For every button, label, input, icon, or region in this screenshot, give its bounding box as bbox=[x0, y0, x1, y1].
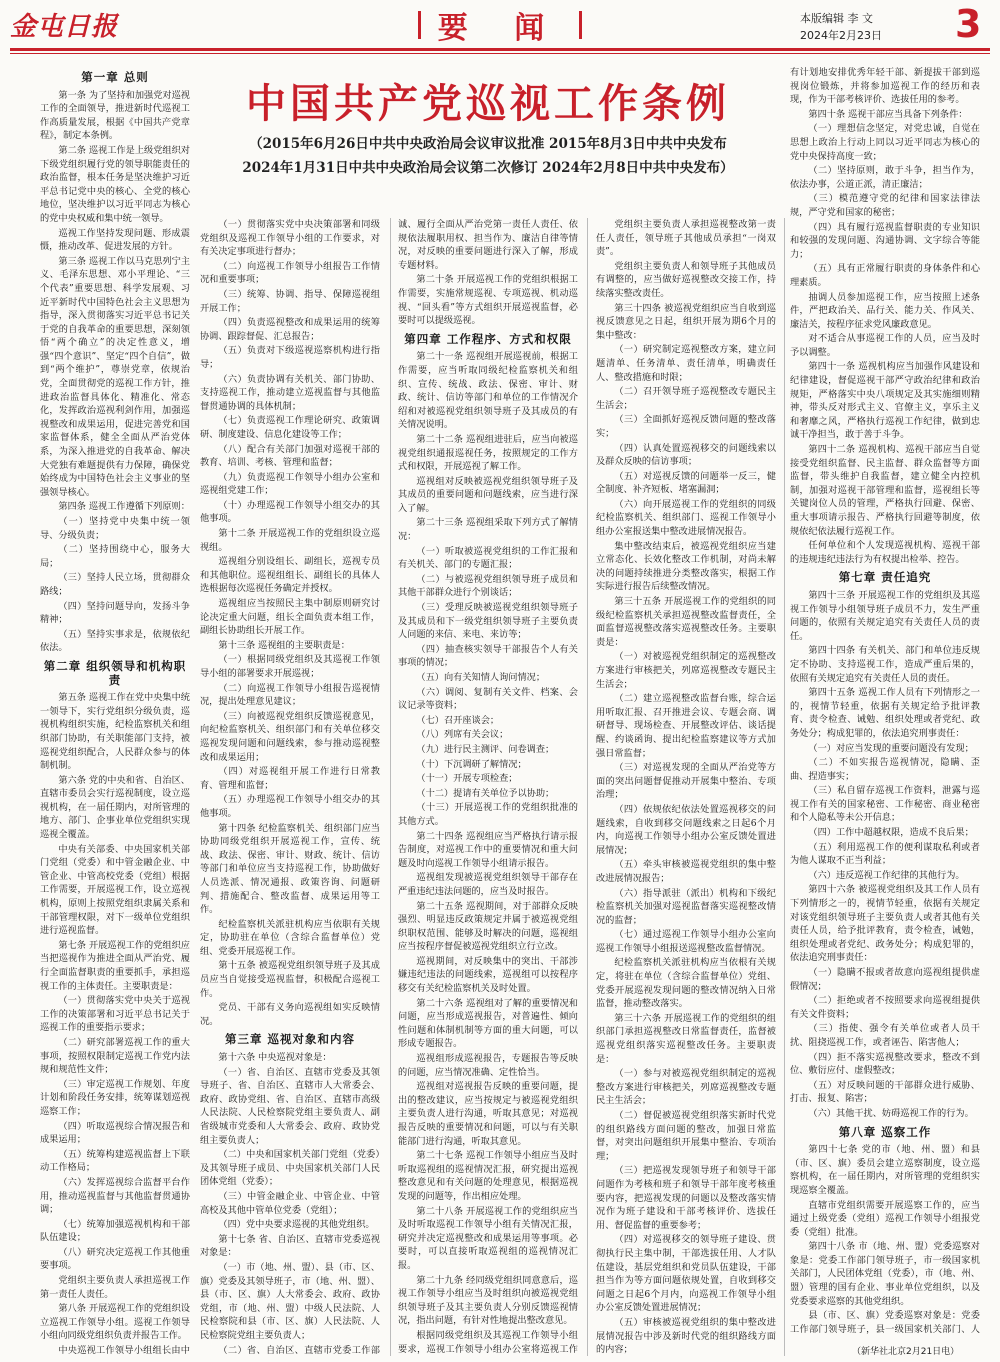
paragraph: 第四十六条 被巡视党组织及其工作人员有下列情形之一的，视情节轻重，依据有关规定对该党组织领导班子主要负责人或者其他有关责任人员，给予批评教育，责令检查，诫勉，组织处理或者党纪、政务处分；构成犯罪的，依法追究刑事责任： bbox=[790, 884, 980, 964]
paragraph: 第四十四条 有关机关、部门和单位违反规定不协助、支持巡视工作，造成严重后果的，依照有关规定追究有关责任人员的责任。 bbox=[790, 645, 980, 684]
paragraph: （八）列席有关会议； bbox=[416, 729, 509, 741]
paragraph: （七）统筹加强巡视机构和干部队伍建设； bbox=[40, 1218, 190, 1244]
paragraph: （七）负责巡视工作理论研究、政策调研、制度建设、信息化建设等工作； bbox=[200, 415, 380, 440]
paragraph: （四）对巡视组开展工作进行日常教育、管理和监督； bbox=[200, 766, 380, 791]
paragraph: （一）对被巡视党组织制定的巡视整改方案进行审核把关，列席巡视整改专题民主生活会； bbox=[596, 651, 776, 690]
paragraph: （三）审定巡视工作规划、年度计划和阶段任务安排，统筹谋划巡视巡察工作； bbox=[40, 1078, 190, 1117]
paragraph: （二）不如实报告巡视情况，隐瞒、歪曲、捏造事实； bbox=[790, 757, 980, 782]
section-bar-left bbox=[418, 11, 421, 39]
paragraph: 中央有关部委、中央国家机关部门党组（党委）和中管金融企业、中管企业、中管高校党委（党组）根据工作需要，开展巡视工作，设立巡视机构，原则上按照党组织隶属关系和干部管理权限，对下一级单位党组织进行巡视监督。 bbox=[40, 843, 190, 937]
paragraph: （一）贯彻落实党中央决策部署和同级党组织及巡视工作领导小组的工作要求，对有关决定事项进行督办； bbox=[200, 219, 380, 258]
chapter-heading: 第一章 总则 bbox=[81, 70, 149, 84]
paragraph: （五）坚持实事求是，依规依纪依法。 bbox=[40, 628, 190, 654]
paragraph: 中央巡视工作领导小组组长由中 bbox=[58, 1345, 190, 1356]
paragraph: （五）利用巡视工作的便利谋取私利或者为他人谋取不正当利益； bbox=[790, 841, 980, 867]
paragraph: （六）发挥巡视综合监督平台作用，推动巡视监督与其他监督贯通协调； bbox=[40, 1176, 190, 1216]
editor-line: 本版编辑 李 文 bbox=[800, 12, 873, 25]
paragraph: （一）省、自治区、直辖市党委及其领导班子、省、自治区、直辖市人大常委会、政府、政协党组、省、自治区、直辖市高级人民法院、人民检察院党组主要负责人、副省级城市党委和人大常委会、政府、政协党组主要负责人； bbox=[200, 1066, 380, 1146]
paragraph: （八）配合有关部门加强对巡视干部的教育、培训、考核、管理和监督； bbox=[200, 443, 380, 469]
paragraph: 第十七条 省、自治区、直辖市党委巡视对象是： bbox=[200, 1233, 380, 1259]
paragraph: 抽调人员参加巡视工作，应当按照上述条件，严把政治关、品行关、能力关、作风关、廉洁关，按程序征求党风廉政意见。 bbox=[790, 291, 980, 330]
paragraph: 巡视组分别设组长、副组长，巡视专员和其他职位。巡视组组长、副组长的具体人选根据每次巡视任务确定并授权。 bbox=[200, 556, 380, 595]
paragraph: 巡视组形成巡视报告，专题报告等反映的问题，应当情况准确、定性恰当。 bbox=[398, 1053, 578, 1078]
paragraph: 第十六条 中央巡视对象是： bbox=[218, 1052, 332, 1064]
paragraph: 第二十三条 巡视组采取下列方式了解情况： bbox=[398, 517, 578, 543]
paragraph: （二）省、自治区、直辖市党委工作部 bbox=[218, 1344, 380, 1356]
paragraph: 对不适合从事巡视工作的人员，应当及时予以调整。 bbox=[790, 333, 980, 358]
paragraph: 第二十二条 巡视组进驻后，应当向被巡视党组织通报巡视任务，按照规定的工作方式和权限，开展巡视了解工作。 bbox=[398, 433, 578, 473]
paragraph: 第十二条 开展巡视工作的党组织设立巡视组。 bbox=[200, 528, 380, 553]
paragraph: 第四十三条 开展巡视工作的党组织及其巡视工作领导小组领导班子成员不力，发生严重问题的，依照有关规定追究有关责任人员的责任。 bbox=[790, 589, 980, 642]
paragraph: 第四十五条 巡视工作人员有下列情形之一的，视情节轻重，依据有关规定给予批评教育、责令检查、诫勉、组织处理或者党纪、政务处分；构成犯罪的，依法追究刑事责任： bbox=[790, 687, 980, 739]
paragraph: （二）研究部署巡视工作的重大事项，按照权限制定巡视工作党内法规和规范性文件； bbox=[40, 1036, 190, 1076]
paragraph: （二）建立巡视整改监督台账，综合运用听取汇报、召开推进会议、专题会商、调研督导、现场检查、开展整改评估、谈话提醒、约谈函询、提出纪检监察建议等方式加强日常监督； bbox=[596, 693, 776, 759]
paragraph: 巡视工作坚持发现问题、形成震慑，推动改革、促进发展的方针。 bbox=[40, 227, 190, 253]
paragraph: （一）市（地、州、盟）、县（市、区、旗）党委及其领导班子，市（地、州、盟）、县（市、区、旗）人大常委会、政府、政协党组，市（地、州、盟）中级人民法院、人民检察院和县（市、区、旗）人民法院、人民检察院党组主要负责人； bbox=[200, 1261, 380, 1341]
paragraph: （六）指导派驻（派出）机构和下级纪检监察机关加强对巡视监督落实巡视整改情况的监督； bbox=[596, 887, 776, 926]
paragraph: （九）进行民主测评、问卷调查； bbox=[416, 743, 555, 755]
paragraph: 第三十六条 开展巡视工作的党组织的组织部门承担巡视整改日常监督责任，监督被巡视党组织落实巡视整改任务。主要职责是： bbox=[596, 1012, 776, 1065]
paragraph: （二）督促被巡视党组织落实新时代党的组织路线方面问题的整改，加强日常监督，对突出问题组织开展集中整治、专项治理； bbox=[596, 1110, 776, 1162]
paragraph: （五）具有正常履行职责的身体条件和心理素质。 bbox=[790, 263, 980, 288]
paragraph: （五）负责对下级巡视巡察机构进行指导； bbox=[200, 345, 380, 370]
paragraph: 有计划地安排优秀年轻干部、新提拔干部到巡视岗位锻炼，并将参加巡视工作的经历和表现，作为干部考核评价、选拔任用的参考。 bbox=[790, 67, 980, 106]
paragraph: 第四十二条 巡视机构、巡视干部应当自觉接受党组织监督、民主监督、群众监督等方面监督，带头维护自我监督，建立健全内控机制，加强对巡视干部管理和监督，巡视组长等关键岗位人员的管理，严格执行回避、保密、重大事项请示报告、严格执行回避等制度，依规依纪依法履行巡视工作。 bbox=[790, 444, 980, 537]
paragraph: （二）与被巡视党组织领导班子成员和其他干部群众进行个别谈话； bbox=[398, 573, 578, 599]
paragraph: 诚、履行全面从严治党第一责任人责任、依规依法履职用权、担当作为、廉洁自律等情况，对反映的重要问题进行深入了解，形成专题材料。 bbox=[398, 219, 578, 271]
paragraph: 第四十八条 市（地、州、盟）党委巡察对象是：党委工作部门领导班子，市一级国家机关部门，人民团体党组（党委），市（地、州、盟）管理的国有企业、事业单位党组织，以及党委要求巡察的其他党组织。 bbox=[790, 1241, 980, 1307]
paragraph: 第四十七条 党的市（地、州、盟）和县（市、区、旗）委员会建立巡察制度，设立巡察机构，在一届任期内，对所管理的党组织实现巡察全覆盖。 bbox=[790, 1144, 980, 1196]
paragraph: 巡视组应当按照民主集中制原则研究讨论决定重大问题，组长全面负责本组工作，副组长协助组长开展工作。 bbox=[200, 598, 380, 637]
text-column-3 bbox=[398, 218, 578, 1356]
paragraph: （三）坚持人民立场，贯彻群众路线； bbox=[40, 572, 190, 597]
paragraph: 第四条 巡视工作遵循下列原则： bbox=[58, 501, 190, 513]
text-column-4 bbox=[596, 218, 776, 1356]
paragraph: （一）隐瞒不报或者故意向巡视组提供虚假情况； bbox=[790, 967, 980, 992]
paragraph: （六）其他干扰、妨碍巡视工作的行为。 bbox=[808, 1107, 974, 1119]
newspaper-logo: 金屯日报 bbox=[10, 12, 119, 42]
column-divider bbox=[587, 218, 588, 1356]
paragraph: （四）具有履行巡视监督职责的专业知识和较强的发现问题、沟通协调、文字综合等能力； bbox=[790, 221, 980, 260]
paragraph: 第十五条 被巡视党组织领导班子及其成员应当自觉接受巡视监督，积极配合巡视工作。 bbox=[200, 960, 380, 999]
chapter-heading: 第二章 组织领导和机构职责 bbox=[43, 658, 187, 687]
paragraph: （十）下沉调研了解情况； bbox=[416, 758, 527, 770]
paragraph: （一）理想信念坚定，对党忠诚，自觉在思想上政治上行动上同以习近平同志为核心的党中央保持高度一致； bbox=[790, 123, 980, 162]
paragraph: （七）通过巡视工作领导小组办公室向巡视工作领导小组报送巡视整改监督情况。 bbox=[596, 929, 776, 954]
paragraph: （二）坚持围绕中心，服务大局； bbox=[40, 544, 190, 569]
section-bar-right bbox=[579, 11, 582, 39]
paragraph: 第二十四条 巡视组应当严格执行请示报告制度，对巡视工作中的重要情况和重大问题及时向巡视工作领导小组请示报告。 bbox=[398, 830, 578, 869]
paragraph: （三）全面抓好巡视反馈问题的整改落实； bbox=[596, 414, 776, 439]
paragraph: （十）办理巡视工作领导小组交办的其他事项。 bbox=[200, 499, 380, 525]
paragraph: （八）研究决定巡视工作其他重要事项。 bbox=[40, 1246, 190, 1272]
section-title: 要 闻 bbox=[437, 11, 563, 46]
paragraph: 第四十一条 巡视机构应当加强作风建设和纪律建设，督促巡视干部严守政治纪律和政治规矩，严格落实中央八项规定及其实施细则精神，带头反对形式主义、官僚主义，享乐主义和奢靡之风，严格执行巡视工作纪律，做到忠诚干净担当，敢于善于斗争。 bbox=[790, 361, 980, 441]
paragraph: （九）负责巡视工作领导小组办公室和巡视组党建工作； bbox=[200, 471, 380, 497]
paragraph: （五）审核被巡视党组织的集中整改进展情况报告中涉及新时代党的组织路线方面的内容； bbox=[596, 1316, 776, 1356]
issue-date: 2024年2月23日 bbox=[800, 29, 882, 42]
paragraph: 第二十五条 巡视期间，对于部群众反映强烈、明显违反政策规定并属于被巡视党组织职权范围、能够及时解决的问题，巡视组应当按程序督促被巡视党组织立行立改。 bbox=[398, 900, 578, 953]
paragraph: 第四十条 巡视干部应当具备下列条件： bbox=[808, 108, 968, 120]
paragraph: 党组织主要负责人和领导班子其他成员有调整的，应当做好巡视整改交接工作，持续落实整改责任。 bbox=[596, 260, 776, 299]
paragraph: （五）向有关知情人询问情况； bbox=[416, 672, 546, 683]
paragraph: （十二）提请有关单位予以协助； bbox=[416, 787, 555, 799]
paragraph: 直辖市党组织需要开展巡察工作的，应当通过上级党委（党组）巡视工作领导小组报党委（党组）批准。 bbox=[790, 1199, 980, 1238]
paragraph: （二）向巡视工作领导小组报告工作情况和重要事项； bbox=[200, 260, 380, 286]
paragraph: （四）抽查核实领导干部报告个人有关事项的情况； bbox=[398, 643, 578, 669]
article-subtitle bbox=[200, 132, 776, 180]
paragraph: 第二条 巡视工作是上级党组织对下级党组织履行党的领导职能责任的政治监督，根本任务是坚决维护习近平总书记党中央的核心、全党的核心地位，坚决维护以习近平同志为核心的党中央权威和集中统一领导。 bbox=[40, 144, 190, 224]
section-header bbox=[400, 6, 600, 44]
chapter-heading: 第七章 责任追究 bbox=[838, 570, 932, 585]
paragraph: 第十四条 纪检监察机关、组织部门应当协助同级党组织开展巡视工作，宣传、统战、政法、保密、审计、财政、统计、信访等部门和单位应当支持巡视工作，协助做好人员选派、情况通报、政策咨询、问题研判、措施配合、整改监督、成果运用等工作。 bbox=[200, 822, 380, 916]
paragraph: （一）对应当发现的重要问题没有发现； bbox=[808, 742, 974, 754]
page-number: 3 bbox=[955, 2, 982, 46]
paragraph: 党员、干部有义务向巡视组如实反映情况。 bbox=[200, 1002, 380, 1027]
paragraph: 县（市、区、旗）党委巡察对象是：党委工作部门领导班子，县一级国家机关部门、人 bbox=[790, 1310, 980, 1335]
subtitle-line-1: （2015年6月26日中共中央政治局会议审议批准 2015年8月3日中共中央发布 bbox=[249, 136, 727, 152]
paragraph: （一）坚持党中央集中统一领导、分级负责； bbox=[40, 516, 190, 541]
paragraph: （二）召开领导班子巡视整改专题民主生活会； bbox=[596, 386, 776, 411]
paragraph: 第三条 巡视工作以马克思列宁主义、毛泽东思想、邓小平理论、“三个代表”重要思想、科学发展观、习近平新时代中国特色社会主义思想为指导，深入贯彻落实习近平总书记关于党的自我革命的重要思想，深刻领悟“两个确立”的决定性意义，增强“四个意识”、坚定“四个自信”，做到“两个维护”，尊崇党章，依规治党，全面贯彻党的巡视工作方针，推进政治监督具体化、精准化、常态化，发挥政治巡视利剑作用，加强巡视整改和成果运用，促进完善党和国家监督体系，健全全面从严治党体系，为深入推进党的自我革命、解决大党独有难题提供有力保障，确保党始终成为中国特色社会主义事业的坚强领导核心。 bbox=[40, 255, 190, 498]
paragraph: （五）办理巡视工作领导小组交办的其他事项。 bbox=[200, 794, 380, 819]
paragraph: （四）对巡视移交的领导班子建设、贯彻执行民主集中制，干部选拔任用、人才队伍建设，基层党组织和党员队伍建设，干部担当作为等方面问题依规处置，自收到移交问题之日起6个月内，向巡视工作领导小组办公室反馈处置进展情况； bbox=[596, 1234, 776, 1314]
paragraph: 巡视期间，对反映集中的突出、干部涉嫌违纪违法的问题线索，巡视组可以按程序移交有关纪检监察机关及时处置。 bbox=[398, 955, 578, 995]
masthead bbox=[0, 0, 1000, 58]
chapter-heading: 第三章 巡视对象和内容 bbox=[224, 1032, 355, 1047]
text-column-5 bbox=[790, 66, 980, 1336]
paragraph: 纪检监察机关派驻机构应当依根有关规定，将驻在单位（含综合监督单位）党组、党委开展巡视发现问题的整改情况纳入日常监督，推动整改落实。 bbox=[596, 957, 776, 1010]
paragraph: （三）私自留存巡视工作资料，泄露与巡视工作有关的国家秘密、工作秘密、商业秘密和个人隐私等未公开信息； bbox=[790, 785, 980, 824]
paragraph: （七）召开座谈会； bbox=[416, 714, 500, 726]
paragraph: （十一）开展专项检查； bbox=[416, 773, 518, 785]
paragraph: 第三十四条 被巡视党组织应当自收到巡视反馈意见之日起，组织开展为期6个月的集中整改： bbox=[596, 302, 776, 341]
paragraph: 巡视组发现被巡视党组织领导干部存在严重违纪违法问题的，应当及时报告。 bbox=[398, 872, 578, 897]
column-divider bbox=[784, 218, 785, 1356]
paragraph: 巡视组对巡视报告反映的重要问题，提出的整改建议，应当按规定与被巡视党组织主要负责人进行沟通，听取其意见；对巡视报告反映的重要情况和问题，可以与有关职能部门进行沟通，听取其意见。 bbox=[398, 1081, 578, 1147]
paragraph: （一）参与对被巡视党组织制定的巡视整改方案进行审核把关，列席巡视整改专题民主生活会； bbox=[596, 1068, 776, 1107]
paragraph: （一）研究制定巡视整改方案，建立问题清单、任务清单、责任清单，明确责任人、整改措施和时限； bbox=[596, 344, 776, 383]
paragraph: （四）工作中超越权限，造成不良后果； bbox=[808, 827, 974, 839]
article-title: 中国共产党巡视工作条例 bbox=[246, 81, 730, 127]
paragraph: 第六条 党的中央和省、自治区、直辖市委员会实行巡视制度，设立巡视机构，在一届任期内，对所管理的地方、部门、企事业单位党组织实现巡视全覆盖。 bbox=[40, 774, 190, 841]
paragraph: 根据同级党组织及其巡视工作领导小组要求，巡视工作领导小组办公室将巡视工作 bbox=[398, 1329, 578, 1355]
paragraph: （四）听取巡视综合情况报告和成果运用； bbox=[40, 1120, 190, 1146]
paragraph: 第二十九条 经同级党组织同意意后，巡视工作领导小组应当及时组织向被巡视党组织领导班子及其主要负责人分别反馈巡视情况，指出问题，有针对性地提出整改意见。 bbox=[398, 1274, 578, 1327]
paragraph: 第八条 开展巡视工作的党组织设立巡视工作领导小组。巡视工作领导小组向同级党组织负责并报告工作。 bbox=[40, 1303, 190, 1342]
paragraph: 第一条 为了坚持和加强党对巡视工作的全面领导，推进新时代巡视工作高质量发展，根据《中国共产党章程》，制定本条例。 bbox=[40, 89, 190, 142]
masthead-rule bbox=[10, 48, 990, 51]
paragraph: （四）认真处置巡视移交的问题线索以及群众反映的信访事项； bbox=[596, 442, 776, 468]
paragraph: （三）中管金融企业、中管企业、中管高校及其他中管单位党委（党组）； bbox=[200, 1190, 380, 1216]
paragraph: （一）贯彻落实党中央关于巡视工作的决策部署和习近平总书记关于巡视工作的重要指示要求； bbox=[40, 995, 190, 1034]
paragraph: （一）听取被巡视党组织的工作汇报和有关机关、部门的专题汇报； bbox=[398, 545, 578, 571]
text-column-1 bbox=[40, 66, 190, 1356]
paragraph: （六）向开展巡视工作的党组织的同级纪检监察机关、组织部门、巡视工作领导小组办公室报送集中整改进展情况报告。 bbox=[596, 498, 776, 538]
column-divider bbox=[390, 218, 391, 1356]
edit-info bbox=[800, 10, 882, 44]
paragraph: （二）向巡视工作领导小组报告巡视情况，提出处理意见建议； bbox=[200, 682, 380, 708]
paragraph: （四）负责巡视整改和成果运用的统筹协调、跟踪督促、汇总报告； bbox=[200, 317, 380, 342]
paragraph: 第七条 开展巡视工作的党组织应当把巡视作为推进全面从严治党、履行全面监督职责的重要抓手，承担巡视工作的主体责任。主要职责是： bbox=[40, 939, 190, 992]
paragraph: （三）对巡视发现的全面从严治党等方面的突出问题督促推动开展集中整治、专项治理； bbox=[596, 762, 776, 801]
paragraph: （六）违反巡视工作纪律的其他行为。 bbox=[808, 869, 965, 881]
paragraph: （四）坚持问题导向，发扬斗争精神； bbox=[40, 600, 190, 626]
paragraph: 集中整改结束后，被巡视党组织应当建立常态化、长效化整改工作机制，对尚未解决的问题持续推进分类整改落实，根据工作实际进行报告后续整改情况。 bbox=[596, 540, 776, 593]
paragraph: （三）统筹、协调、指导、保障巡视组开展工作； bbox=[200, 288, 380, 314]
chapter-heading: 第四章 工作程序、方式和权限 bbox=[404, 331, 572, 346]
paragraph: 第二十条 开展巡视工作的党组织根据工作需要，实施常规巡视、专项巡视、机动巡视、“回头看”等方式组织开展巡视监督，必要时可以提级巡视。 bbox=[398, 274, 578, 327]
subtitle-line-2: 2024年1月31日中共中央政治局会议第二次修订 2024年2月8日中共中央发布） bbox=[242, 160, 734, 176]
paragraph: （二）坚持原则，敢于斗争，担当作为，依法办事，公道正派，清正廉洁； bbox=[790, 165, 980, 190]
paragraph: （三）受理反映被巡视党组织领导班子及其成员和下一级党组织领导班子主要负责人问题的来信、来电、来访等； bbox=[398, 602, 578, 641]
paragraph: 第二十六条 巡视组对了解的重要情况和问题，应当形成巡视报告，对普遍性、倾向性问题和体制机制等方面的重大问题，可以形成专题报告。 bbox=[398, 997, 578, 1050]
chapter-heading: 第八章 巡察工作 bbox=[838, 1124, 932, 1139]
paragraph: 第二十七条 巡视工作领导小组应当及时听取巡视组的巡视情况汇报，研究提出巡视整改意见和有关问题的处理意见，根据巡视发现的问题等，作出相应处理。 bbox=[398, 1150, 578, 1202]
paragraph: （五）对巡视反馈的问题举一反三，健全制度、补齐短板、堵塞漏洞； bbox=[596, 470, 776, 496]
paragraph: 第十三条 巡视组的主要职责是： bbox=[218, 639, 350, 651]
paragraph: （三）把巡视发现领导班子和领导干部问题作为考核和班子和领导干部年度考核重要内容，把巡视发现的问题以及整改落实情况作为班子建设和干部考核评价、选拔任用、督促监督的重要参考； bbox=[596, 1165, 776, 1231]
paragraph: （三）模范遵守党的纪律和国家法律法规，严守党和国家的秘密； bbox=[790, 193, 980, 218]
paragraph: （四）党中央要求巡视的其他党组织。 bbox=[218, 1219, 375, 1231]
paragraph: （二）拒绝或者不按照要求向巡视组提供有关文件资料； bbox=[790, 995, 980, 1020]
paragraph: 任何单位和个人发现巡视机构、巡视干部的违规违纪违法行为有权提出检举、控告。 bbox=[790, 540, 980, 565]
paragraph: （五）统筹构建巡视监督上下联动工作格局； bbox=[40, 1148, 190, 1174]
masthead-rule-thin bbox=[10, 53, 990, 54]
paragraph: （二）中央和国家机关部门党组（党委）及其领导班子成员、中央国家机关部门人民团体党组（党委）； bbox=[200, 1149, 380, 1188]
paragraph: （四）依规依纪依法处置巡视移交的问题线索，自收到移交问题线索之日起6个月内，向巡视工作领导小组办公室反馈处置进展情况； bbox=[596, 803, 776, 856]
paragraph: （四）拒不落实巡视整改要求，整改不到位、敷衍应付、虚假整改； bbox=[790, 1051, 980, 1077]
paragraph: 第二十八条 开展巡视工作的党组织应当及时听取巡视工作领导小组有关情况汇报，研究并决定巡视整改和成果运用等事项。必要时，可以直接听取巡视组的巡视情况汇报。 bbox=[398, 1205, 578, 1271]
paragraph: 纪检监察机关派驻机构应当依职有关规定，协助驻在单位（含综合监督单位）党组、党委开展巡视工作。 bbox=[200, 918, 380, 957]
paragraph: 党组织主要负责人承担巡视工作第一责任人责任。 bbox=[40, 1275, 190, 1300]
source-credit: （新华社北京2月21日电） bbox=[852, 1347, 960, 1357]
paragraph: 第三十五条 开展巡视工作的党组织的同级纪检监察机关承担巡视整改监督责任，全面监督巡视整改落实巡视整改任务。主要职责是： bbox=[596, 596, 776, 648]
paragraph: 第二十一条 巡视组开展巡视前，根据工作需要，应当听取同级纪检监察机关和组织、宣传、统战、政法、保密、审计、财政、统计、信访等部门和单位的工作情况介绍和对被巡视党组织领导班子及其成员的有关情况说明。 bbox=[398, 351, 578, 431]
paragraph: （五）对反映问题的干部群众进行威胁、打击、报复、陷害； bbox=[790, 1079, 980, 1105]
paragraph: （三）指使、强令有关单位或者人员干扰、阻挠巡视工作，或者诬告、陷害他人； bbox=[790, 1023, 980, 1048]
paragraph: 党组织主要负责人承担巡视整改第一责任人责任，领导班子其他成员承担“一岗双责”。 bbox=[596, 219, 776, 258]
paragraph: （三）向被巡视党组织反馈巡视意见，向纪检监察机关、组织部门和有关单位移交巡视发现问题和问题线索，参与推动巡视整改和成果运用； bbox=[200, 710, 380, 763]
paragraph: （十三）开展巡视工作的党组织批准的其他方式。 bbox=[398, 802, 578, 827]
paragraph: （六）调阅、复制有关文件、档案、会议记录等资料； bbox=[398, 686, 578, 712]
paragraph: 第五条 巡视工作在党中央集中统一领导下，实行党组织分级负责，巡视机构组织实施，纪检监察机关和组织部门协助，有关职能部门支持，被巡视党组织配合，人民群众参与的体制机制。 bbox=[40, 692, 190, 772]
paragraph: （六）负责协调有关机关、部门协助、支持巡视工作，推动建立巡视监督与其他监督贯通协调的具体机制； bbox=[200, 373, 380, 412]
paragraph: （一）根据同级党组织及其巡视工作领导小组的部署要求开展巡视； bbox=[200, 654, 380, 679]
text-column-2 bbox=[200, 218, 380, 1356]
paragraph: 巡视组对反映被巡视党组织领导班子及其成员的重要问题和问题线索，应当进行深入了解。 bbox=[398, 475, 578, 514]
paragraph: （五）牵头审核被巡视党组织的集中整改进展情况报告； bbox=[596, 859, 776, 884]
